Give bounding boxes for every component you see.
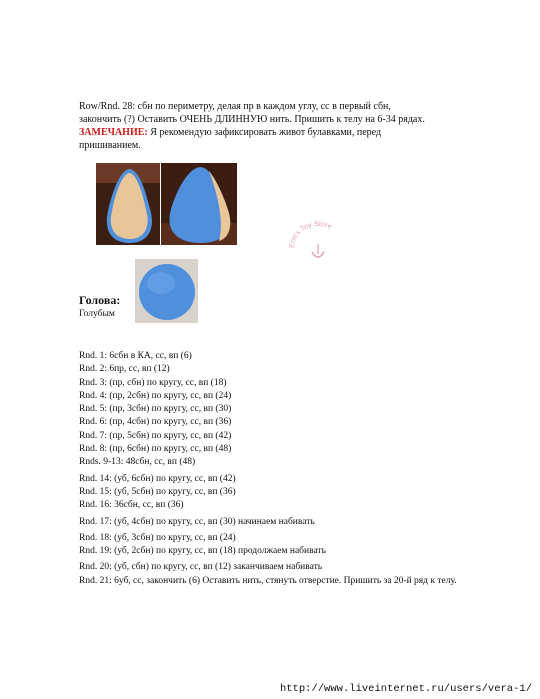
pattern-row: Rnds. 9-13: 48сбн, сс, вп (48) xyxy=(79,457,196,468)
pattern-row: Rnd. 6: (пр, 4сбн) по кругу, сс, вп (36) xyxy=(79,417,232,428)
pattern-row: Rnd. 5: (пр, 3сбн) по кругу, сс, вп (30) xyxy=(79,404,232,415)
pattern-row: Rnd. 18: (уб, 3сбн) по кругу, сс, вп (24) xyxy=(79,532,236,543)
watermark-text: Erin's Toy Store xyxy=(288,220,333,249)
section-subtitle: Голубым xyxy=(79,309,115,319)
body-photo xyxy=(161,163,237,245)
intro-line-2: закончить (?) Оставить ОЧЕНЬ ДЛИННУЮ нить. Пришить к телу на 6-34 рядах. xyxy=(79,114,425,125)
section-title: Голова: xyxy=(79,293,121,307)
pattern-row: Rnd. 17: (уб, 4сбн) по кругу, сс, вп (30) начинаем набивать xyxy=(79,516,315,527)
note-text: Я рекомендую зафиксировать живот булавками, перед xyxy=(147,127,382,138)
pattern-row: Rnd. 14: (уб, 6сбн) по кругу, сс, вп (42) xyxy=(79,473,236,484)
pattern-row: Rnd. 21: 6уб, сс, закончить (6) Оставить нить, стянуть отверстие. Пришить за 20-й ряд к телу. xyxy=(79,575,457,586)
pattern-row: Rnd. 20: (уб, сбн) по кругу, сс, вп (12) заканчиваем набивать xyxy=(79,562,323,573)
pattern-row: Rnd. 16: 36сбн, сс, вп (36) xyxy=(79,500,184,511)
watermark-stamp xyxy=(282,218,354,270)
pattern-row: Rnd. 8: (пр, 6сбн) по кругу, сс, вп (48) xyxy=(79,444,232,455)
pattern-row: Rnd. 2: 6пр, сс, вп (12) xyxy=(79,364,170,375)
pattern-row: Rnd. 1: 6сбн в КА, сс, вп (6) xyxy=(79,351,192,361)
source-url: http://www.liveinternet.ru/users/vera-1/ xyxy=(279,683,532,695)
intro-line-1: Row/Rnd. 28: сбн по периметру, делая пр в каждом углу, сс в первый сбн, xyxy=(79,101,391,112)
belly-photo xyxy=(96,163,160,245)
intro-line-3 xyxy=(79,126,479,139)
pattern-row: Rnd. 7: (пр, 5сбн) по кругу, сс, вп (42) xyxy=(79,430,232,441)
note-label: ЗАМЕЧАНИЕ: xyxy=(79,127,148,138)
pattern-row: Rnd. 3: (пр, сбн) по кругу, сс, вп (18) xyxy=(79,377,227,388)
intro-line-4: пришиванием. xyxy=(79,140,141,151)
pattern-row: Rnd. 4: (пр, 2сбн) по кругу, сс, вп (24) xyxy=(79,390,232,401)
intro-text xyxy=(79,100,479,152)
head-photo xyxy=(135,259,198,323)
pattern-row: Rnd. 15: (уб, 5сбн) по кругу, сс, вп (36) xyxy=(79,486,236,497)
svg-text:Erin's Toy Store xyxy=(289,221,333,248)
pattern-rows xyxy=(79,350,484,587)
pattern-row: Rnd. 19: (уб, 2сбн) по кругу, сс, вп (18) продолжаем набивать xyxy=(79,546,326,557)
